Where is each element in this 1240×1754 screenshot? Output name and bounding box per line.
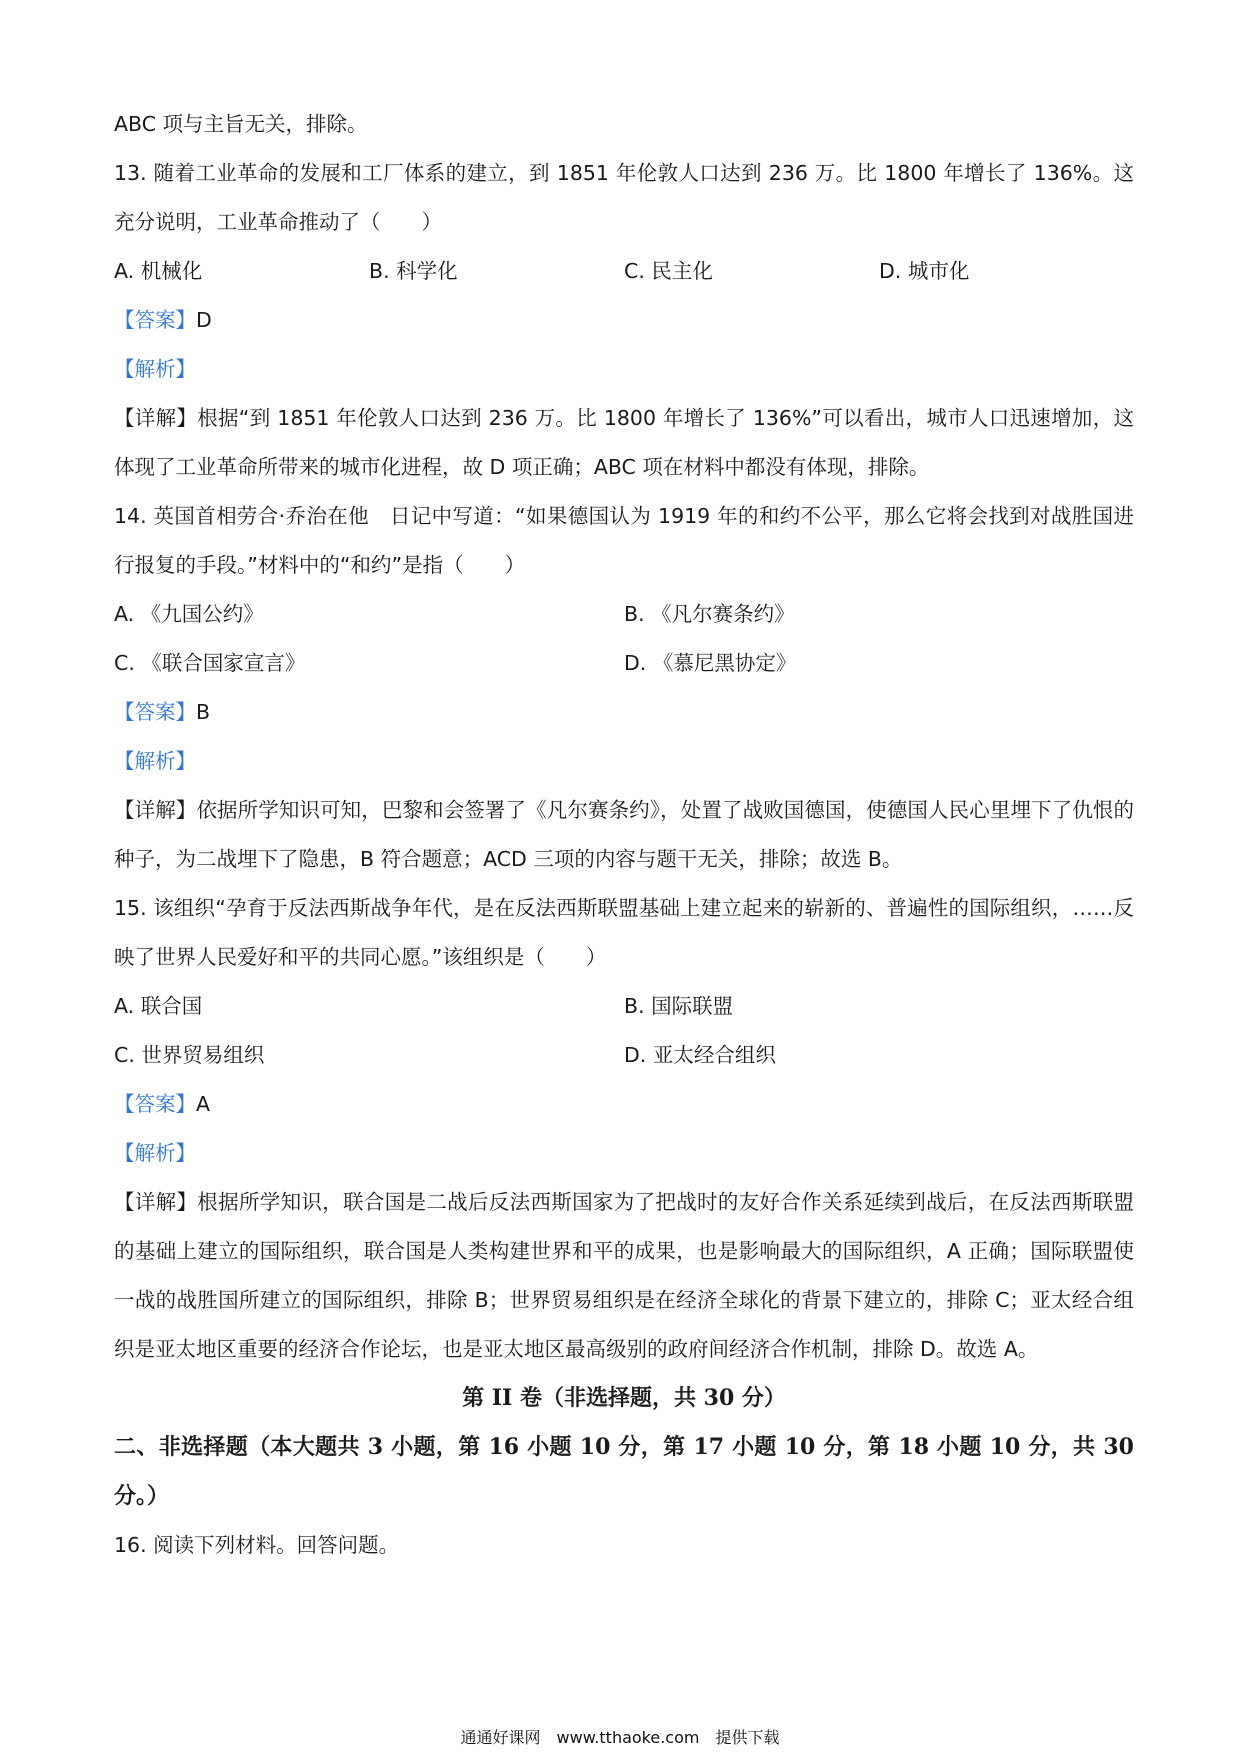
option-c: C. 《联合国家宣言》 [114, 651, 306, 675]
question-15-stem: 15. 该组织“孕育于反法西斯战争年代，是在反法西斯联盟基础上建立起来的崭新的、普遍性的国际组织，……反映了世界人民爱好和平的共同心愿。”该组织是（ ） [114, 896, 1134, 969]
analysis-tag: 【解析】 [114, 749, 196, 773]
detail-text: 根据“到 1851 年伦敦人口达到 236 万。比 1800 年增长了 136%”可以看出，城市人口迅速增加，这体现了工业革命所带来的城市化进程，故 D 项正确；ABC 项在材料中都没有体现，排除。 [114, 406, 1134, 479]
detail-text: 根据所学知识，联合国是二战后反法西斯国家为了把战时的友好合作关系延续到战后，在反法西斯联盟的基础上建立的国际组织，联合国是人类构建世界和平的成果，也是影响最大的国际组织，A 正确；国际联盟使一战的战胜国所建立的国际组织，排除 B；世界贸易组织是在经济全球化的背景下建立的，排除 C；亚太经合组织是亚太地区重要的经济合作论坛，也是亚太地区最高级别的政府间经济合作机制，排除 D。故选 A。 [114, 1190, 1135, 1361]
detail-text: 依据所学知识可知，巴黎和会签署了《凡尔赛条约》，处置了战败国德国，使德国人民心里埋下了仇恨的种子，为二战埋下了隐患，B 符合题意；ACD 三项的内容与题干无关，排除；故选 B。 [114, 798, 1135, 871]
option-c: C. 民主化 [624, 259, 713, 283]
paragraph: ABC 项与主旨无关，排除。 [114, 112, 368, 136]
question-14-stem: 14. 英国首相劳合·乔治在他 日记中写道：“如果德国认为 1919 年的和约不公平，那么它将会找到对战胜国进行报复的手段。”材料中的“和约”是指（ ） [114, 504, 1134, 577]
option-a: A. 联合国 [114, 994, 203, 1018]
option-c: C. 世界贸易组织 [114, 1043, 265, 1067]
answer-line [114, 688, 1134, 737]
question-14-options-row2 [114, 639, 1134, 688]
answer-tag: 【答案】 [114, 700, 196, 724]
footer-watermark: 通通好课网 www.tthaoke.com 提供下载 [460, 1728, 780, 1747]
question-16-stem: 16. 阅读下列材料。回答问题。 [114, 1533, 400, 1557]
volume-2-title: 第 II 卷（非选择题，共 30 分） [462, 1385, 786, 1411]
option-b: B. 《凡尔赛条约》 [624, 602, 795, 626]
answer-line [114, 296, 1134, 345]
answer-tag: 【答案】 [114, 1092, 196, 1116]
option-d: D. 亚太经合组织 [624, 1043, 776, 1067]
detail-tag: 【详解】 [114, 798, 197, 822]
detail-tag: 【详解】 [114, 406, 198, 430]
question-14-options-row1 [114, 590, 1134, 639]
analysis-tag: 【解析】 [114, 357, 196, 381]
analysis-tag: 【解析】 [114, 1141, 196, 1165]
question-15-options-row2 [114, 1031, 1134, 1080]
answer-value: A [196, 1092, 211, 1116]
answer-value: B [196, 700, 211, 724]
option-b: B. 科学化 [369, 259, 458, 283]
question-13-options [114, 247, 1134, 296]
option-d: D. 《慕尼黑协定》 [624, 651, 797, 675]
answer-value: D [196, 308, 212, 332]
answer-tag: 【答案】 [114, 308, 196, 332]
option-b: B. 国际联盟 [624, 994, 734, 1018]
detail-paragraph [114, 786, 1134, 884]
detail-tag: 【详解】 [114, 1190, 198, 1214]
option-a: A. 机械化 [114, 259, 203, 283]
document-page [114, 100, 1134, 1570]
section-2-heading: 二、非选择题（本大题共 3 小题，第 16 小题 10 分，第 17 小题 10 分，第 18 小题 10 分，共 30 分。） [114, 1434, 1134, 1509]
answer-line [114, 1080, 1134, 1129]
question-13-stem: 13. 随着工业革命的发展和工厂体系的建立，到 1851 年伦敦人口达到 236 万。比 1800 年增长了 136%。这充分说明，工业革命推动了（ ） [114, 161, 1134, 234]
question-15-options-row1 [114, 982, 1134, 1031]
detail-paragraph [114, 1178, 1134, 1374]
detail-paragraph [114, 394, 1134, 492]
option-d: D. 城市化 [879, 259, 970, 283]
option-a: A. 《九国公约》 [114, 602, 264, 626]
